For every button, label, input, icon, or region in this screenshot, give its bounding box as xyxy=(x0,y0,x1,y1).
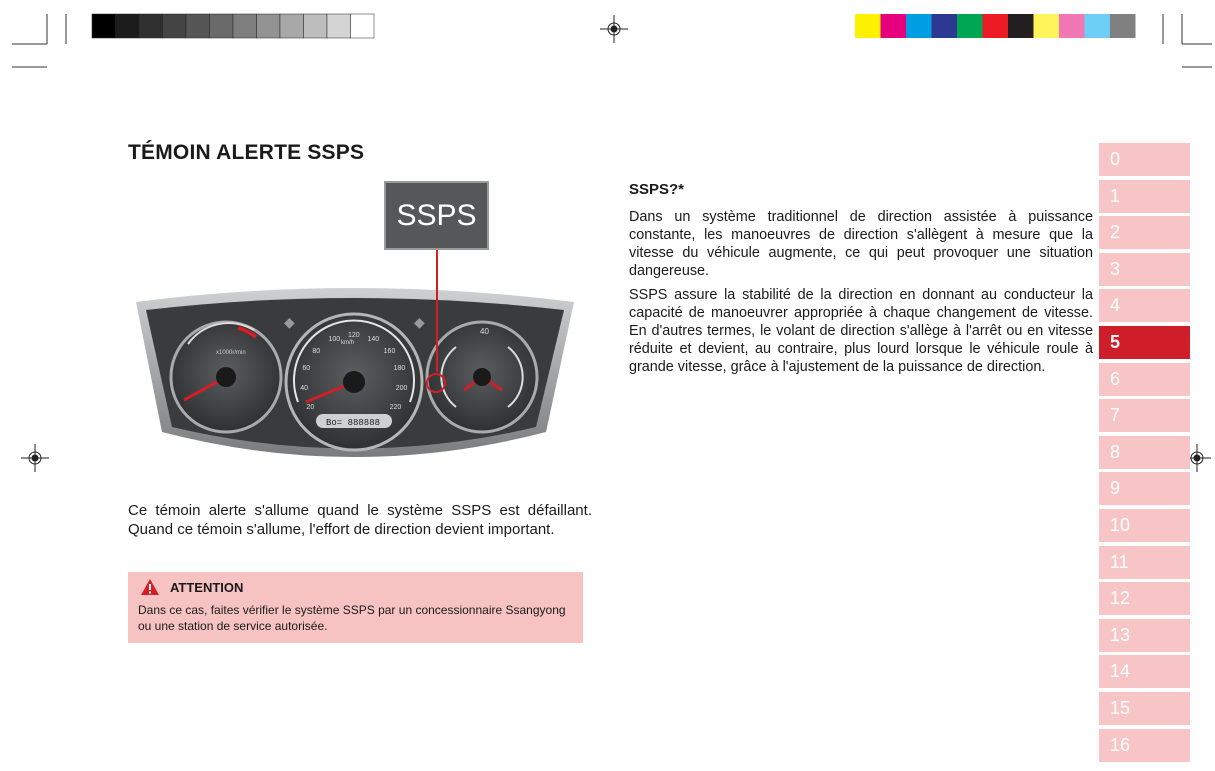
warning-description: Ce témoin alerte s'allume quand le système SSPS est défaillant. Quand ce témoin s'allume, l'effort de direction devient important. xyxy=(128,502,592,538)
speedometer-gauge xyxy=(286,314,422,450)
crop-mark-top-left xyxy=(12,14,66,67)
color-swatch xyxy=(1059,14,1085,38)
color-swatch xyxy=(1085,14,1111,38)
gray-swatch xyxy=(163,14,187,38)
fuel-temp-label: 40 xyxy=(480,327,489,336)
chapter-tab-9[interactable]: 9 xyxy=(1099,472,1190,505)
gray-swatch xyxy=(210,14,234,38)
paragraph: Dans un système traditionnel de direction assistée à puissance constante, les manoeuvres de direction s'allègent à mesure que la vitesse du véhicule augmente, ce qui peut provoquer une situation dangereuse. xyxy=(629,209,1093,279)
chapter-tab-7[interactable]: 7 xyxy=(1099,399,1190,432)
gray-calibration-bar xyxy=(92,14,374,38)
gray-swatch xyxy=(304,14,328,38)
color-calibration-bar xyxy=(855,14,1136,38)
attention-box xyxy=(128,572,583,643)
color-swatch xyxy=(1110,14,1136,38)
color-swatch xyxy=(855,14,881,38)
crop-mark-top-right xyxy=(1163,14,1212,67)
speed-tick-label: 220 xyxy=(389,404,402,411)
color-swatch xyxy=(932,14,958,38)
speed-unit: km/h xyxy=(341,340,355,346)
section-heading: SSPS?* xyxy=(629,181,685,198)
fuel-temp-gauge xyxy=(427,322,537,432)
section-body xyxy=(629,208,1093,382)
speed-tick-label: 80 xyxy=(312,347,321,355)
chapter-tab-1[interactable]: 1 xyxy=(1099,180,1190,213)
tacho-unit: x1000r/min xyxy=(216,350,246,356)
chapter-tab-12[interactable]: 12 xyxy=(1099,582,1190,615)
gray-swatch xyxy=(351,14,375,38)
gray-swatch xyxy=(116,14,140,38)
turn-right-icon: ◆ xyxy=(414,315,425,331)
gray-swatch xyxy=(186,14,210,38)
chapter-tab-13[interactable]: 13 xyxy=(1099,619,1190,652)
gray-swatch xyxy=(92,14,116,38)
chapter-tabs xyxy=(1099,143,1190,765)
speed-tick-label: 100 xyxy=(328,336,341,344)
chapter-tab-10[interactable]: 10 xyxy=(1099,509,1190,542)
gray-swatch xyxy=(280,14,304,38)
chapter-tab-4[interactable]: 4 xyxy=(1099,289,1190,322)
speed-tick-label: 20 xyxy=(306,404,315,411)
chapter-tab-0[interactable]: 0 xyxy=(1099,143,1190,176)
registration-mark-left xyxy=(20,443,50,473)
chapter-tab-11[interactable]: 11 xyxy=(1099,546,1190,579)
color-swatch xyxy=(957,14,983,38)
callout-line xyxy=(436,250,438,372)
chapter-tab-2[interactable]: 2 xyxy=(1099,216,1190,249)
attention-text: Dans ce cas, faites vérifier le système SSPS par un concessionnaire Ssangyong ou une station de service autorisée. xyxy=(138,603,566,633)
tachometer-gauge xyxy=(171,322,281,432)
chapter-tab-14[interactable]: 14 xyxy=(1099,655,1190,688)
color-swatch xyxy=(1034,14,1060,38)
chapter-tab-16[interactable]: 16 xyxy=(1099,729,1190,762)
speed-tick-label: 160 xyxy=(383,347,396,355)
speed-tick-label: 180 xyxy=(393,365,406,373)
registration-mark-top xyxy=(600,15,628,43)
color-swatch xyxy=(906,14,932,38)
color-swatch xyxy=(881,14,907,38)
color-swatch xyxy=(983,14,1009,38)
gray-swatch xyxy=(257,14,281,38)
speed-tick-label: 120 xyxy=(348,332,360,339)
gray-swatch xyxy=(233,14,257,38)
print-marks xyxy=(0,0,1215,80)
speed-tick-label: 200 xyxy=(395,385,408,393)
warning-triangle-icon xyxy=(140,578,160,596)
page-title: TÉMOIN ALERTE SSPS xyxy=(128,141,365,164)
chapter-tab-5[interactable]: 5 xyxy=(1099,326,1190,359)
speed-tick-label: 60 xyxy=(302,365,311,373)
turn-left-icon: ◆ xyxy=(284,315,295,331)
color-swatch xyxy=(1008,14,1034,38)
attention-heading: ATTENTION xyxy=(170,579,244,595)
ssps-indicator-box: SSPS xyxy=(384,181,489,250)
chapter-tab-6[interactable]: 6 xyxy=(1099,363,1190,396)
speed-tick-label: 140 xyxy=(367,336,380,344)
instrument-cluster-illustration xyxy=(126,282,582,470)
gray-swatch xyxy=(139,14,163,38)
gray-swatch xyxy=(327,14,351,38)
chapter-tab-3[interactable]: 3 xyxy=(1099,253,1190,286)
odometer-value: Bo= 888888 xyxy=(326,418,381,428)
chapter-tab-8[interactable]: 8 xyxy=(1099,436,1190,469)
speed-tick-label: 40 xyxy=(300,385,309,393)
chapter-tab-15[interactable]: 15 xyxy=(1099,692,1190,725)
paragraph: SSPS assure la stabilité de la direction en donnant au conducteur la capacité de manoeuvrer appropriée à chaque changement de vitesse. En d'autres termes, le volant de direction s'allège à l'arrêt ou en vitesse réduite et devient, au contraire, plus lourd lorsque le véhicule roule à grande vitesse, grâce à l'ajustement de la puissance de direction. xyxy=(629,287,1093,375)
